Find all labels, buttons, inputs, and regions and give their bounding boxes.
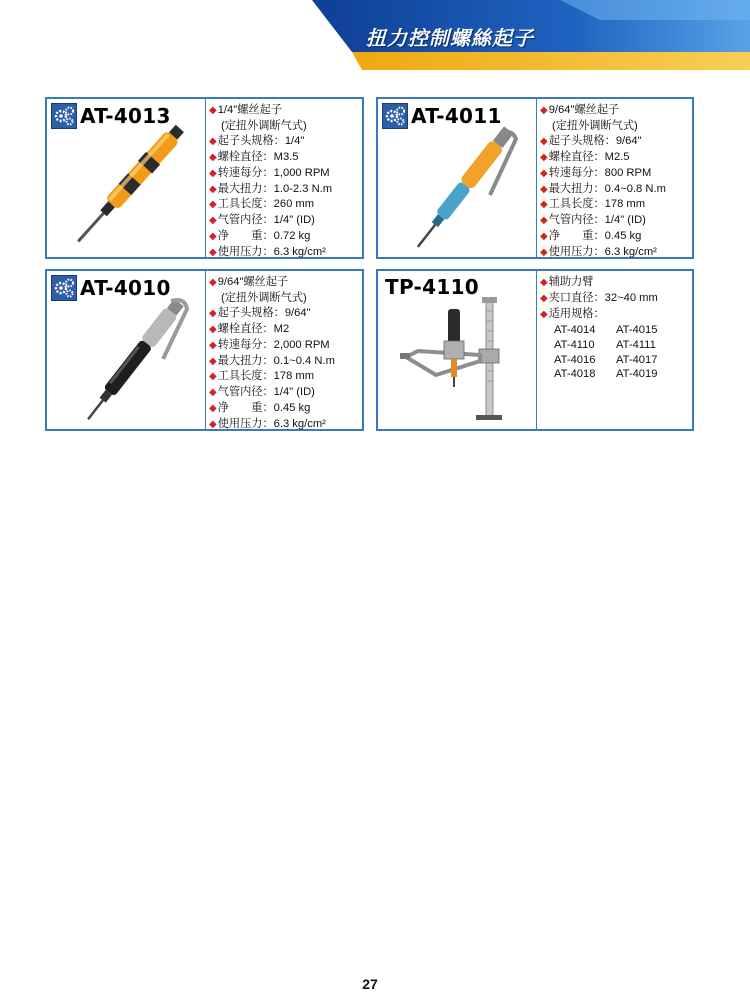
spec-item: ◆转速每分：2,000 RPM <box>209 338 330 351</box>
diamond-bullet-icon: ◆ <box>540 151 548 163</box>
diamond-bullet-icon: ◆ <box>209 371 217 383</box>
spec-item: ◆9/64"螺丝起子 <box>540 104 620 116</box>
diamond-bullet-icon: ◆ <box>209 247 217 259</box>
model-number: AT-4013 <box>80 104 171 128</box>
product-image-area <box>378 271 537 429</box>
diamond-bullet-icon: ◆ <box>540 215 548 227</box>
spec-list <box>209 275 360 433</box>
diamond-bullet-icon: ◆ <box>209 355 217 367</box>
spec-item: ◆使用压力：6.3 kg/cm² <box>209 418 326 431</box>
spec-item: ◆9/64"螺丝起子 <box>209 276 289 288</box>
page-title: 扭力控制螺絲起子 <box>366 26 534 50</box>
gear-icon <box>51 103 77 129</box>
diamond-bullet-icon: ◆ <box>209 151 217 163</box>
spec-item: ◆气管内径：1/4" (ID) <box>209 386 315 399</box>
spec-item: (定扭外调断气式) <box>221 291 307 304</box>
spec-item: ◆工具长度：178 mm <box>540 198 646 211</box>
model-label <box>382 103 502 129</box>
compatible-models-row: AT-4014 AT-4015 <box>554 323 658 336</box>
spec-list <box>209 103 360 261</box>
diamond-bullet-icon: ◆ <box>209 215 217 227</box>
diamond-bullet-icon: ◆ <box>540 292 548 304</box>
gear-icon <box>51 275 77 301</box>
spec-item: (定扭外调断气式) <box>221 119 307 132</box>
spec-item: ◆螺栓直径：M2 <box>209 322 290 335</box>
gear-icon <box>382 103 408 129</box>
spec-item: ◆辅助力臂 <box>540 276 594 288</box>
model-number: TP-4110 <box>385 275 480 299</box>
spec-item: ◆起子头规格：9/64" <box>540 134 642 147</box>
diamond-bullet-icon: ◆ <box>540 183 548 195</box>
model-label <box>382 275 479 299</box>
diamond-bullet-icon: ◆ <box>540 199 548 211</box>
diamond-bullet-icon: ◆ <box>209 339 217 351</box>
spec-item: ◆起子头规格：9/64" <box>209 306 311 319</box>
product-card-tp-4110 <box>376 269 694 431</box>
product-card-at-4011 <box>376 97 694 259</box>
spec-list <box>540 275 690 382</box>
compatible-models-row: AT-4110 AT-4111 <box>554 338 656 351</box>
diamond-bullet-icon: ◆ <box>209 277 217 288</box>
diamond-bullet-icon: ◆ <box>209 167 217 179</box>
page-number: 27 <box>362 976 378 992</box>
spec-item: ◆工具长度：260 mm <box>209 198 315 211</box>
diamond-bullet-icon: ◆ <box>209 231 217 243</box>
spec-item: ◆1/4"螺丝起子 <box>209 104 282 116</box>
spec-item: ◆净 重：0.72 kg <box>209 230 311 243</box>
diamond-bullet-icon: ◆ <box>209 323 217 335</box>
product-image-area <box>378 99 537 257</box>
spec-item: ◆净 重：0.45 kg <box>209 402 311 415</box>
diamond-bullet-icon: ◆ <box>209 199 217 211</box>
spec-item: ◆最大扭力：0.1~0.4 N.m <box>209 354 335 367</box>
diamond-bullet-icon: ◆ <box>209 135 217 147</box>
diamond-bullet-icon: ◆ <box>209 307 217 319</box>
diamond-bullet-icon: ◆ <box>540 231 548 243</box>
product-card-at-4010 <box>45 269 364 431</box>
spec-item: ◆夹口直径：32~40 mm <box>540 291 658 304</box>
spec-item: ◆气管内径：1/4" (ID) <box>540 214 646 227</box>
diamond-bullet-icon: ◆ <box>540 167 548 179</box>
diamond-bullet-icon: ◆ <box>209 403 217 415</box>
spec-item: ◆起子头规格：1/4" <box>209 134 305 147</box>
diamond-bullet-icon: ◆ <box>540 277 548 288</box>
spec-item: ◆转速每分：800 RPM <box>540 166 652 179</box>
product-card-at-4013 <box>45 97 364 259</box>
model-number: AT-4011 <box>411 104 502 128</box>
spec-item: ◆最大扭力：0.4~0.8 N.m <box>540 182 666 195</box>
model-label <box>51 103 171 129</box>
spec-item: ◆使用压力：6.3 kg/cm² <box>540 246 657 259</box>
header-banner <box>0 0 750 72</box>
diamond-bullet-icon: ◆ <box>209 387 217 399</box>
diamond-bullet-icon: ◆ <box>209 105 217 116</box>
diamond-bullet-icon: ◆ <box>540 247 548 259</box>
spec-item: ◆气管内径：1/4" (ID) <box>209 214 315 227</box>
model-label <box>51 275 171 301</box>
diamond-bullet-icon: ◆ <box>540 105 548 116</box>
model-number: AT-4010 <box>80 276 171 300</box>
spec-item: ◆适用规格： <box>540 307 605 320</box>
product-image-area <box>47 271 206 429</box>
spec-item: ◆最大扭力：1.0-2.3 N.m <box>209 182 333 195</box>
spec-list <box>540 103 690 261</box>
spec-item: (定扭外调断气式) <box>552 119 638 132</box>
spec-item: ◆工具长度：178 mm <box>209 370 315 383</box>
compatible-models-row: AT-4018 AT-4019 <box>554 368 658 381</box>
diamond-bullet-icon: ◆ <box>540 308 548 320</box>
spec-item: ◆螺栓直径：M3.5 <box>209 150 299 163</box>
diamond-bullet-icon: ◆ <box>209 183 217 195</box>
spec-item: ◆净 重：0.45 kg <box>540 230 642 243</box>
diamond-bullet-icon: ◆ <box>209 419 217 431</box>
compatible-models-row: AT-4016 AT-4017 <box>554 353 658 366</box>
diamond-bullet-icon: ◆ <box>540 135 548 147</box>
spec-item: ◆螺栓直径：M2.5 <box>540 150 630 163</box>
spec-item: ◆使用压力：6.3 kg/cm² <box>209 246 326 259</box>
product-image-area <box>47 99 206 257</box>
spec-item: ◆转速每分：1,000 RPM <box>209 166 330 179</box>
